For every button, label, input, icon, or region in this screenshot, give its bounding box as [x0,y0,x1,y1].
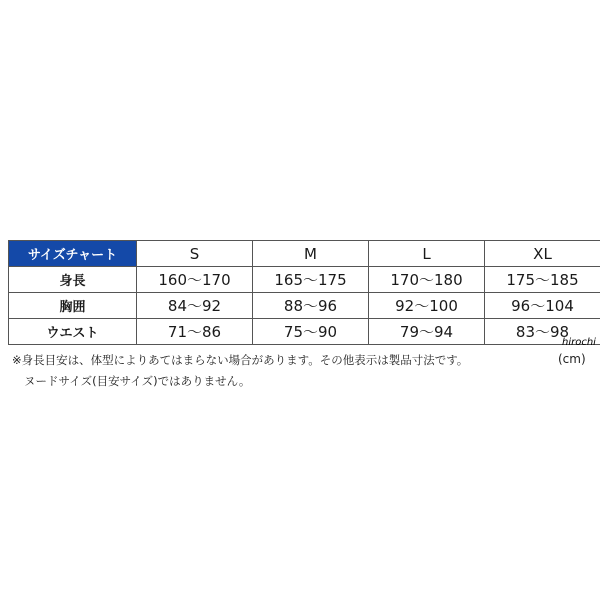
size-header-l: L [369,241,485,267]
size-header-s: S [137,241,253,267]
note-line-2: ヌードサイズ(目安サイズ)ではありません。 [24,374,251,388]
table-row-height [9,267,600,293]
row-label-height: 身長 [9,267,137,293]
table-cell: 83〜98 [485,319,600,345]
table-cell: 96〜104 [485,293,600,319]
table-row-waist [9,319,600,345]
row-label-waist: ウエスト [9,319,137,345]
table-row-chest [9,293,600,319]
table-cell: 165〜175 [253,267,369,293]
table-cell: 170〜180 [369,267,485,293]
watermark-text: hirochi [562,337,596,348]
table-cell: 175〜185 [485,267,600,293]
table-cell: 75〜90 [253,319,369,345]
table-cell: 71〜86 [137,319,253,345]
size-header-xl: XL [485,241,600,267]
size-chart-title: サイズチャート [9,241,137,267]
size-chart-table [8,240,600,345]
unit-label: (cm) [558,352,586,366]
row-label-chest: 胸囲 [9,293,137,319]
table-cell: 92〜100 [369,293,485,319]
size-header-row [9,241,600,267]
table-cell: 84〜92 [137,293,253,319]
size-header-m: M [253,241,369,267]
table-cell: 79〜94 [369,319,485,345]
table-cell: 160〜170 [137,267,253,293]
table-cell: 88〜96 [253,293,369,319]
note-line-1: ※身長目安は、体型によりあてはまらない場合があります。その他表示は製品寸法です。 [12,353,469,367]
